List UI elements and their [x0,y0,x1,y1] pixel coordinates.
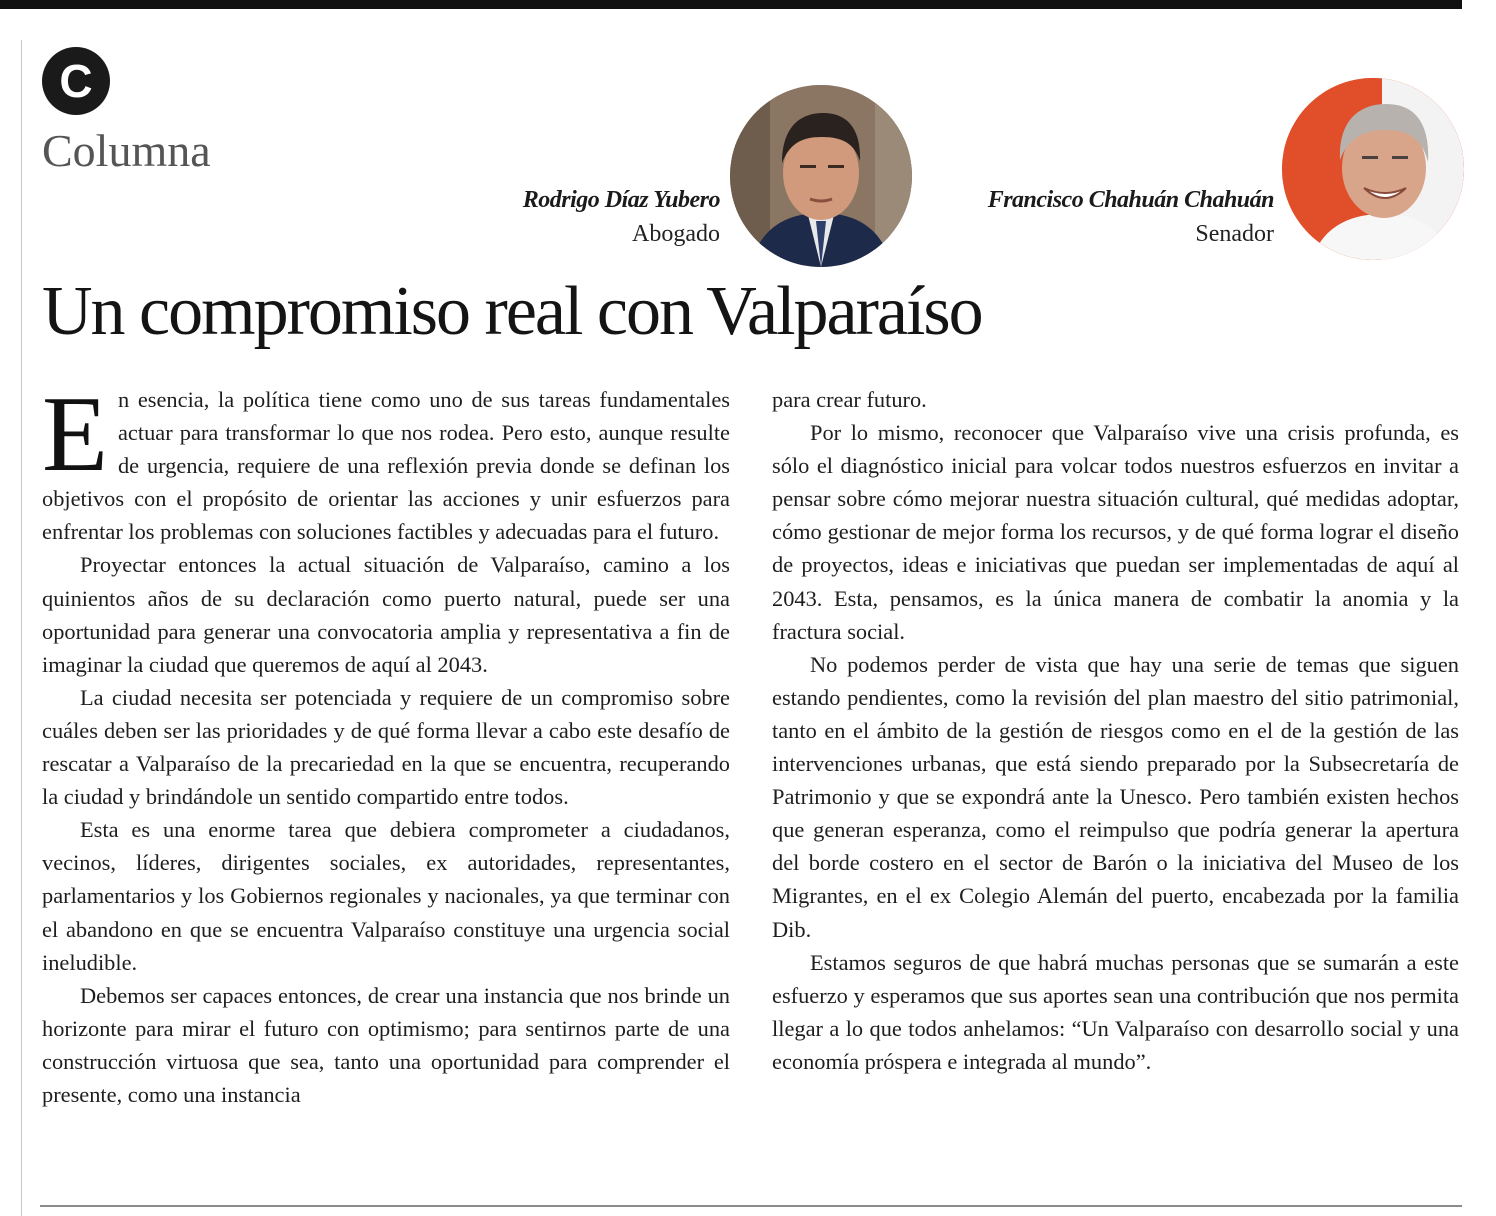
left-margin-rule [21,40,22,1216]
article-headline: Un compromiso real con Valparaíso [42,273,982,350]
article-paragraph: Por lo mismo, reconocer que Valparaíso vive una crisis profunda, es sólo el diagnóstico inicial para volcar todos nuestros esfuerzos en invitar a pensar sobre cómo mejorar nuestra situación cultural, qué medidas adoptar, cómo gestionar de mejor forma los recursos, y de qué forma lograr el diseño de proyectos, ideas e iniciativas que puedan ser implementadas de aquí al 2043. Esta, pensamos, es la única manera de combatir la anomia y la fractura social. [772,420,1459,644]
bottom-rule [40,1205,1462,1207]
author-role: Senador [1195,221,1274,247]
article-paragraph [42,375,730,548]
article-column-left [42,375,730,1111]
section-badge-letter: C [59,55,93,107]
article-column-right [772,383,1459,1078]
section-badge [42,47,110,115]
author-photo-1 [730,85,912,267]
article-paragraph: Debemos ser capaces entonces, de crear una instancia que nos brinde un horizonte para mirar el futuro con optimismo; para sentirnos parte de una construcción virtuosa que sea, tanto una oportunidad para comprender el presente, como una instancia [42,982,730,1107]
author-photo-2 [1282,78,1464,260]
drop-cap: E [42,375,108,494]
article-paragraph: Proyectar entonces la actual situación de Valparaíso, camino a los quinientos años de su declaración como puerto natural, puede ser una oportunidad para generar una convocatoria amplia y representativa a fin de imaginar la ciudad que queremos de aquí al 2043. [42,552,730,677]
portrait-illustration-1 [730,85,912,267]
author-role: Abogado [632,221,720,247]
section-label: Columna [42,125,211,176]
top-border-bar [0,0,1462,9]
article-paragraph: Esta es una enorme tarea que debiera comprometer a ciudadanos, vecinos, líderes, dirigentes sociales, ex autoridades, representantes, parlamentarios y los Gobiernos regionales y nacionales, ya que terminar con el abandono en que se encuentra Valparaíso constituye una urgencia social ineludible. [42,817,730,975]
author-name: Francisco Chahuán Chahuán [987,187,1274,213]
article-paragraph-continued: para crear futuro. [772,387,927,412]
article-paragraph: No podemos perder de vista que hay una serie de temas que siguen estando pendientes, como la revisión del plan maestro del sitio patrimonial, tanto en el ámbito de la gestión de riesgos como en el de la gestión de las intervenciones urbanas, que está siendo preparado por la Subsecretaría de Patrimonio y que se expondrá ante la Unesco. Pero también existen hechos que generan esperanza, como el reimpulso que podría generar la apertura del borde costero en el sector de Barón o la iniciativa del Museo de los Migrantes, en el ex Colegio Alemán del puerto, encabezada por la familia Dib. [772,651,1459,942]
author-name: Rodrigo Díaz Yubero [522,187,720,213]
article-paragraph: Estamos seguros de que habrá muchas personas que se sumarán a este esfuerzo y esperamos que sus aportes sean una contribución que nos permita llegar a lo que todos anhelamos: “Un Valparaíso con desarrollo social y una economía próspera e integrada al mundo”. [772,949,1459,1074]
article-paragraph: La ciudad necesita ser potenciada y requiere de un compromiso sobre cuáles deben ser las prioridades y de qué forma llevar a cabo este desafío de rescatar a Valparaíso de la precariedad en la que se encuentra, recuperando la ciudad y brindándole un sentido compartido entre todos. [42,684,730,810]
portrait-illustration-2 [1282,78,1464,260]
author-byline-1 [440,183,720,251]
author-byline-2 [900,183,1274,251]
paragraph-text: n esencia, la política tiene como uno de sus tareas fundamentales actuar para transformar lo que nos rodea. Pero esto, aunque resulte de urgencia, requiere de una reflexión previa donde se definan los objetivos con el propósito de orientar las acciones y unir esfuerzos para enfrentar los problemas con soluciones factibles y adecuadas para el futuro. [42,387,730,545]
